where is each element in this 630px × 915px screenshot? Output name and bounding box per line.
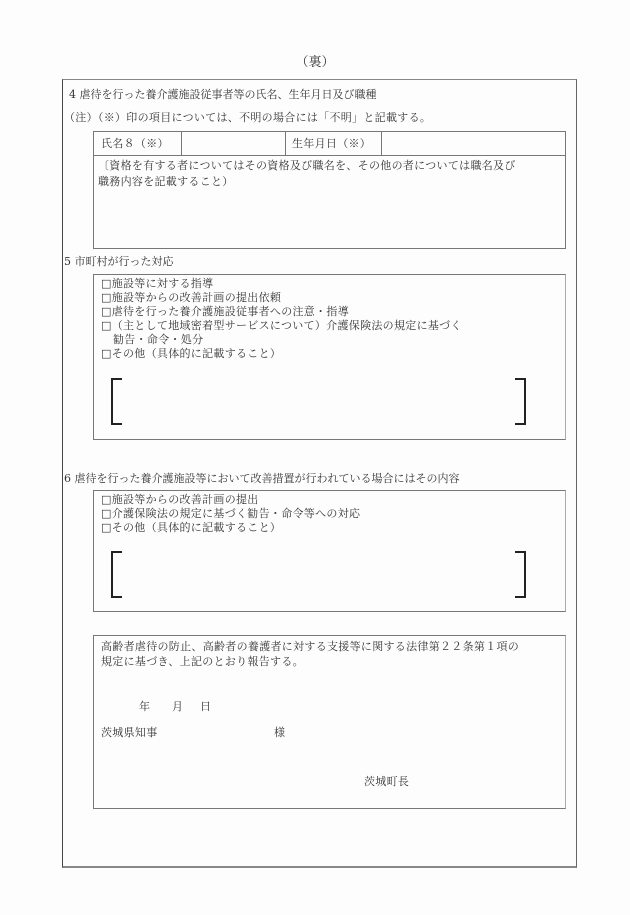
right-bracket-icon — [515, 378, 526, 425]
section4-note: （注）（※）印の項目については、不明の場合には「不明」と記載する。 — [64, 111, 432, 124]
section5-option-5[interactable]: □その他（具体的に記載すること） — [101, 347, 282, 360]
section6-option-2[interactable]: □介護保険法の規定に基づく勧告・命令等への対応 — [101, 507, 361, 520]
date-day-field[interactable] — [184, 698, 198, 714]
right-bracket-icon — [515, 551, 526, 598]
section6-heading: 6 虐待を行った養介護施設等において改善措置が行われている場合にはその内容 — [64, 472, 460, 485]
checkbox-icon[interactable]: □ — [101, 507, 112, 520]
sender: 茨城町長 — [364, 775, 410, 788]
checkbox-icon[interactable]: □ — [101, 291, 112, 304]
section5-option-1[interactable]: □施設等に対する指導 — [101, 277, 214, 290]
left-bracket-icon — [111, 551, 122, 598]
report-statement-line2: 規定に基づき、上記のとおり報告する。 — [101, 655, 304, 668]
birthdate-label: 生年月日（※） — [292, 137, 372, 150]
checkbox-icon[interactable]: □ — [101, 347, 112, 360]
name-label: 氏名８（※） — [101, 137, 169, 150]
checkbox-icon[interactable]: □ — [101, 493, 112, 506]
table-col-divider — [181, 131, 182, 155]
left-bracket-icon — [111, 378, 122, 425]
date-day-label: 日 — [200, 700, 212, 713]
addressee: 茨城県知事 — [101, 726, 158, 739]
checkbox-icon[interactable]: □ — [101, 521, 112, 534]
table-col-divider — [381, 131, 382, 155]
section6-option-1[interactable]: □施設等からの改善計画の提出 — [101, 493, 259, 506]
section5-option-4-continuation: 勧告・命令・処分 — [113, 333, 204, 346]
section5-other-field[interactable] — [124, 380, 514, 423]
honorific: 様 — [274, 726, 286, 739]
section5-heading: 5 市町村が行った対応 — [64, 255, 174, 268]
section6-option-3[interactable]: □その他（具体的に記載すること） — [101, 521, 282, 534]
section5-option-4[interactable]: □（主として地域密着型サービスについて）介護保険法の規定に基づく — [101, 319, 462, 332]
section5-option-3[interactable]: □虐待を行った養介護施設従事者への注意・指導 — [101, 305, 350, 318]
checkbox-icon[interactable]: □ — [101, 319, 112, 332]
occupation-instruction-line2: 職務内容を記載すること） — [98, 175, 234, 188]
section5-option-2[interactable]: □施設等からの改善計画の提出依頼 — [101, 291, 282, 304]
checkbox-icon[interactable]: □ — [101, 305, 112, 318]
table-col-divider — [285, 131, 286, 155]
date-month-field[interactable] — [152, 698, 170, 714]
date-year-label: 年 — [139, 700, 151, 713]
occupation-field[interactable] — [95, 192, 564, 247]
page-title: （裏） — [295, 55, 335, 70]
name-field[interactable] — [183, 133, 283, 153]
section6-other-field[interactable] — [124, 553, 514, 596]
occupation-instruction-line1: 〔資格を有する者についてはその資格及び職名を、その他の者については職名及び — [98, 159, 516, 172]
report-statement-line1: 高齢者虐待の防止、高齢者の養護者に対する支援等に関する法律第２２条第１項の — [101, 640, 520, 653]
date-month-label: 月 — [172, 700, 184, 713]
date-year-field[interactable] — [101, 698, 137, 714]
checkbox-icon[interactable]: □ — [101, 277, 112, 290]
birthdate-field[interactable] — [383, 133, 563, 153]
section4-heading: 4 虐待を行った養介護施設従事者等の氏名、生年月日及び職種 — [69, 88, 377, 101]
table-row-divider — [93, 155, 566, 156]
